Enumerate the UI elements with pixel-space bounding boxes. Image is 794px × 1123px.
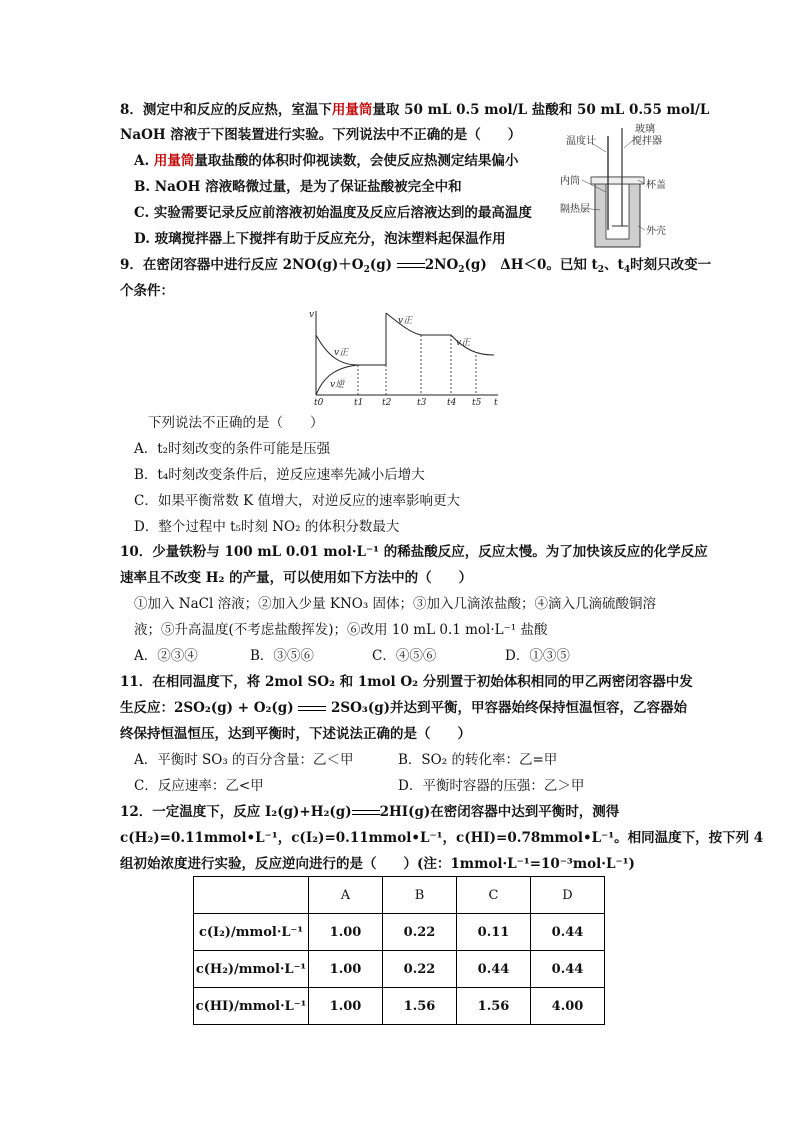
table-cell: 1.56: [457, 988, 531, 1025]
q9-option-a: A．t₂时刻改变的条件可能是压强: [134, 441, 331, 457]
label-lid: 杯盖: [646, 180, 666, 191]
q11-option-c: C．反应速率：乙<甲: [134, 778, 264, 794]
q11-line3: 终保持恒温恒压，达到平衡时，下述说法正确的是（ ）: [120, 726, 471, 742]
label-shell: 外壳: [646, 226, 666, 237]
q8-line1: 8．测定中和反应的反应热，室温下用量筒量取 50 mL 0.5 mol/L 盐酸和 50 mL 0.55 mol/L: [120, 102, 710, 118]
table-row: [194, 988, 605, 1025]
q9-line1: 9．在密闭容器中进行反应 $2NO(g)+O_2(g)$ $2NO_2(g)$ ΔH＜0。已知 $t_2$、$t_4$时刻只改变一: [120, 257, 712, 275]
label-thermometer: 温度计: [566, 136, 596, 147]
table-cell: c(HI)/mmol·L⁻¹: [194, 988, 309, 1025]
q11-line2: 生反应：2SO₂(g) + O₂(g) 2SO₃(g)并达到平衡，甲容器始终保持恒温恒容，乙容器始: [120, 700, 688, 716]
q8-option-d: D. 玻璃搅拌器上下搅拌有助于反应充分，泡沫塑料起保温作用: [134, 231, 506, 247]
table-cell: 1.56: [383, 988, 457, 1025]
table-header-row: [194, 877, 605, 914]
v-forward-label-2: v正: [398, 316, 413, 326]
tick-t4: t4: [447, 398, 457, 407]
label-stirrer-2: 搅拌器: [632, 136, 662, 147]
concentration-table: [193, 876, 605, 1025]
table-cell: B: [383, 877, 457, 914]
table-cell: 0.22: [383, 951, 457, 988]
table-cell: 0.44: [457, 951, 531, 988]
label-insulation: 隔热层: [560, 204, 590, 215]
table-cell: 1.00: [309, 914, 383, 951]
table-cell: 1.00: [309, 988, 383, 1025]
q11-option-d: D．平衡时容器的压强：乙＞甲: [398, 778, 585, 794]
q8-option-b: B. NaOH 溶液略微过量，是为了保证盐酸被完全中和: [134, 179, 462, 195]
table-cell: 4.00: [531, 988, 605, 1025]
q10-line3: ①加入 NaCl 溶液；②加入少量 KNO₃ 固体；③加入几滴浓盐酸；④滴入几滴硫酸铜溶: [134, 596, 657, 612]
table-cell: 0.44: [531, 914, 605, 951]
tick-t3: t3: [417, 398, 427, 407]
label-stirrer-1: 玻璃: [635, 124, 655, 135]
q10-line4: 液；⑤升高温度(不考虑盐酸挥发)；⑥改用 10 mL 0.1 mol·L⁻¹ 盐酸: [134, 622, 548, 638]
q9-line2: 个条件：: [120, 283, 174, 299]
y-label: v: [309, 310, 315, 320]
calorimeter-figure: [560, 122, 680, 252]
label-inner-cylinder: 内筒: [560, 176, 580, 187]
v-forward-label: v正: [334, 348, 349, 358]
q10-option-d: D．①③⑤: [505, 648, 570, 664]
q12-line1: 12．一定温度下，反应 I₂(g)+H₂(g) 2HI(g)在密闭容器中达到平衡时，测得: [120, 804, 620, 820]
q10-line1: 10．少量铁粉与 100 mL 0.01 mol·L⁻¹ 的稀盐酸反应，反应太慢。为了加快该反应的化学反应: [120, 544, 708, 560]
table-cell: [194, 877, 309, 914]
q12-line3: 组初始浓度进行实验，反应逆向进行的是（ ）(注：1mmol·L⁻¹=10⁻³mol·L⁻¹): [120, 856, 635, 872]
tick-t: t: [494, 398, 498, 407]
q8-option-c: C. 实验需要记录反应前溶液初始温度及反应后溶液达到的最高温度: [134, 205, 532, 221]
q8-line2: NaOH 溶液于下图装置进行实验。下列说法中不正确的是（ ）: [120, 127, 522, 143]
table-cell: A: [309, 877, 383, 914]
rate-time-chart: [306, 307, 502, 407]
table-cell: 0.44: [531, 951, 605, 988]
q10-option-a: A．②③④: [134, 648, 198, 664]
q9-option-c: C．如果平衡常数 K 值增大，对逆反应的速率影响更大: [134, 493, 460, 509]
v-forward-label-3: v正: [456, 338, 471, 348]
table-cell: D: [531, 877, 605, 914]
q10-option-b: B．③⑤⑥: [250, 648, 314, 664]
q9-option-d: D．整个过程中 t₅时刻 NO₂ 的体积分数最大: [134, 519, 400, 535]
tick-t1: t1: [354, 398, 364, 407]
q10-option-c: C．④⑤⑥: [372, 648, 437, 664]
q11-option-b: B．SO₂ 的转化率：乙=甲: [398, 752, 558, 768]
q12-line2: c(H₂)=0.11mmol•L⁻¹，c(I₂)=0.11mmol•L⁻¹，c(HI)=0.78mmol•L⁻¹。相同温度下，按下列 4: [120, 830, 764, 846]
q11-option-a: A．平衡时 SO₃ 的百分含量：乙＜甲: [134, 752, 354, 768]
q10-line2: 速率且不改变 H₂ 的产量，可以使用如下方法中的（ ）: [120, 570, 473, 586]
tick-t2: t2: [382, 398, 392, 407]
tick-t0: t0: [314, 398, 324, 407]
q9-option-b: B．t₄时刻改变条件后，逆反应速率先减小后增大: [134, 467, 425, 483]
table-cell: c(H₂)/mmol·L⁻¹: [194, 951, 309, 988]
table-row: [194, 914, 605, 951]
table-cell: 0.22: [383, 914, 457, 951]
table-cell: c(I₂)/mmol·L⁻¹: [194, 914, 309, 951]
tick-t5: t5: [472, 398, 482, 407]
table-cell: C: [457, 877, 531, 914]
q11-line1: 11．在相同温度下，将 2mol SO₂ 和 1mol O₂ 分别置于初始体积相同的甲乙两密闭容器中发: [120, 674, 693, 690]
q9-stem: 下列说法不正确的是（ ）: [148, 415, 324, 431]
v-reverse-label: v逆: [330, 380, 345, 390]
q8-option-a: A. 用量筒量取盐酸的体积时仰视读数，会使反应热测定结果偏小: [134, 153, 519, 169]
table-row: [194, 951, 605, 988]
table-cell: 1.00: [309, 951, 383, 988]
table-cell: 0.11: [457, 914, 531, 951]
